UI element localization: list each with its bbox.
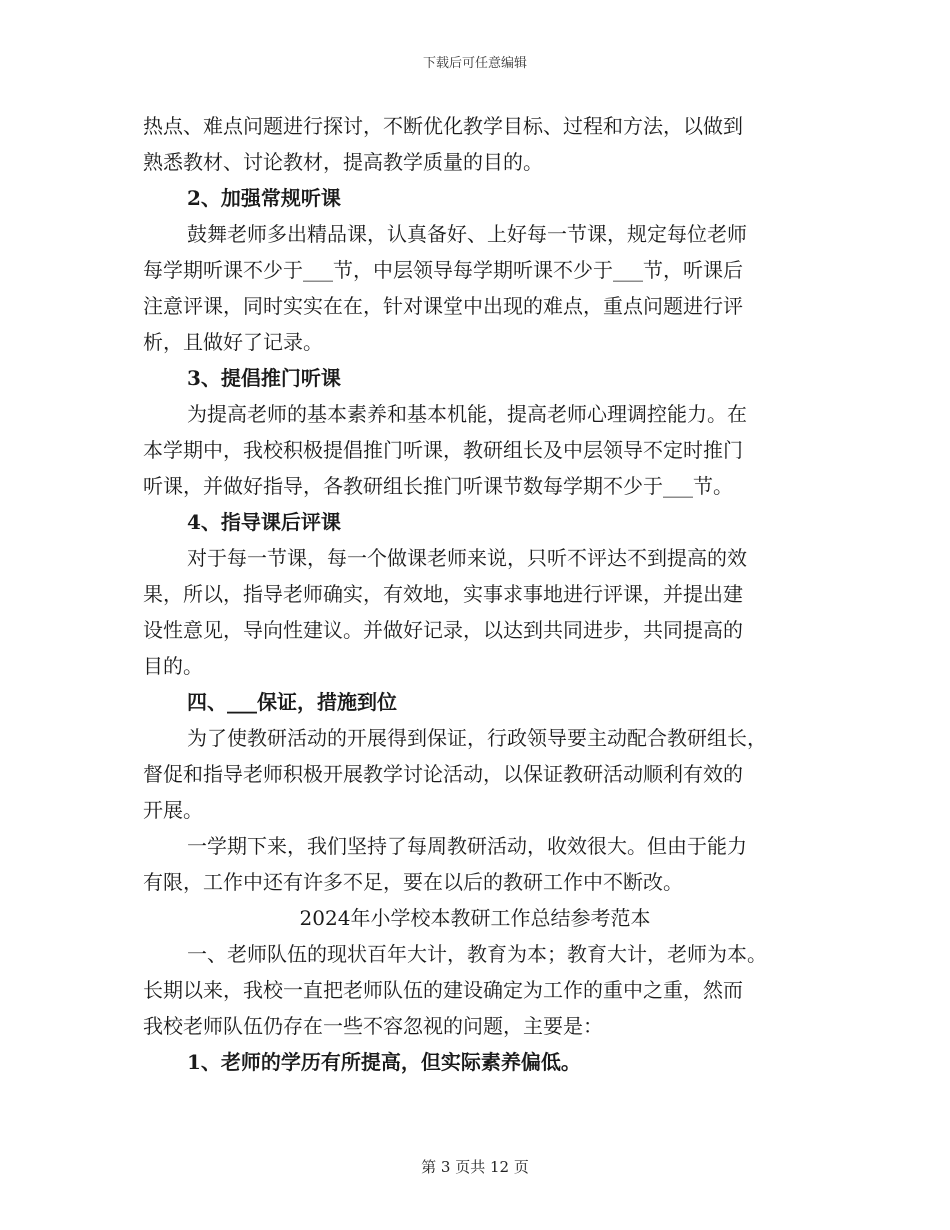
paragraph-line: 鼓舞老师多出精品课，认真备好、上好每一节课，规定每位老师 — [187, 222, 747, 246]
paragraph-line: 有限，工作中还有许多不足，要在以后的教研工作中不断改。 — [143, 870, 683, 894]
paragraph-line: 目的。 — [143, 654, 203, 678]
page-footer: 第 3 页共 12 页 — [421, 1158, 529, 1176]
section-heading: 2、加强常规听课 — [187, 186, 341, 210]
paragraph-line: 设性意见，导向性建议。并做好记录，以达到共同进步，共同提高的 — [143, 618, 743, 642]
paragraph-line: 听课，并做好指导，各教研组长推门听课节数每学期不少于___节。 — [143, 474, 733, 498]
paragraph-line: 注意评课，同时实实在在，针对课堂中出现的难点，重点问题进行评 — [143, 294, 743, 318]
paragraph-line: 一学期下来，我们坚持了每周教研活动，收效很大。但由于能力 — [187, 834, 747, 858]
paragraph-line: 开展。 — [143, 798, 203, 822]
paragraph-line: 本学期中，我校积极提倡推门听课，教研组长及中层领导不定时推门 — [143, 438, 743, 462]
paragraph-line: 果，所以，指导老师确实，有效地，实事求事地进行评课，并提出建 — [143, 582, 743, 606]
paragraph-line: 督促和指导老师积极开展教学讨论活动，以保证教研活动顺利有效的 — [143, 762, 743, 786]
document-title: 2024年小学校本教研工作总结参考范本 — [299, 906, 651, 930]
paragraph-line: 每学期听课不少于___节，中层领导每学期听课不少于___节，听课后 — [143, 258, 743, 282]
paragraph-line: 对于每一节课，每一个做课老师来说，只听不评达不到提高的效 — [187, 546, 747, 570]
paragraph-line: 一、老师队伍的现状百年大计，教育为本；教育大计，老师为本。 — [187, 942, 767, 966]
paragraph-line: 长期以来，我校一直把老师队伍的建设确定为工作的重中之重，然而 — [143, 978, 743, 1002]
paragraph-line: 热点、难点问题进行探讨，不断优化教学目标、过程和方法，以做到 — [143, 114, 743, 138]
paragraph-line: 熟悉教材、讨论教材，提高教学质量的目的。 — [143, 150, 543, 174]
section-heading: 4、指导课后评课 — [187, 510, 341, 534]
section-heading: 3、提倡推门听课 — [187, 366, 341, 390]
section-heading: 1、老师的学历有所提高，但实际素养偏低。 — [187, 1050, 581, 1074]
paragraph-line: 为提高老师的基本素养和基本机能，提高老师心理调控能力。在 — [187, 402, 747, 426]
paragraph-line: 为了使教研活动的开展得到保证，行政领导要主动配合教研组长， — [187, 726, 767, 750]
section-heading: 四、___保证，措施到位 — [187, 690, 397, 714]
document-body — [143, 108, 807, 1080]
page-header: 下载后可任意编辑 — [422, 56, 527, 71]
paragraph-line: 析，且做好了记录。 — [143, 330, 323, 354]
paragraph-line: 我校老师队伍仍存在一些不容忽视的问题，主要是： — [143, 1014, 603, 1038]
